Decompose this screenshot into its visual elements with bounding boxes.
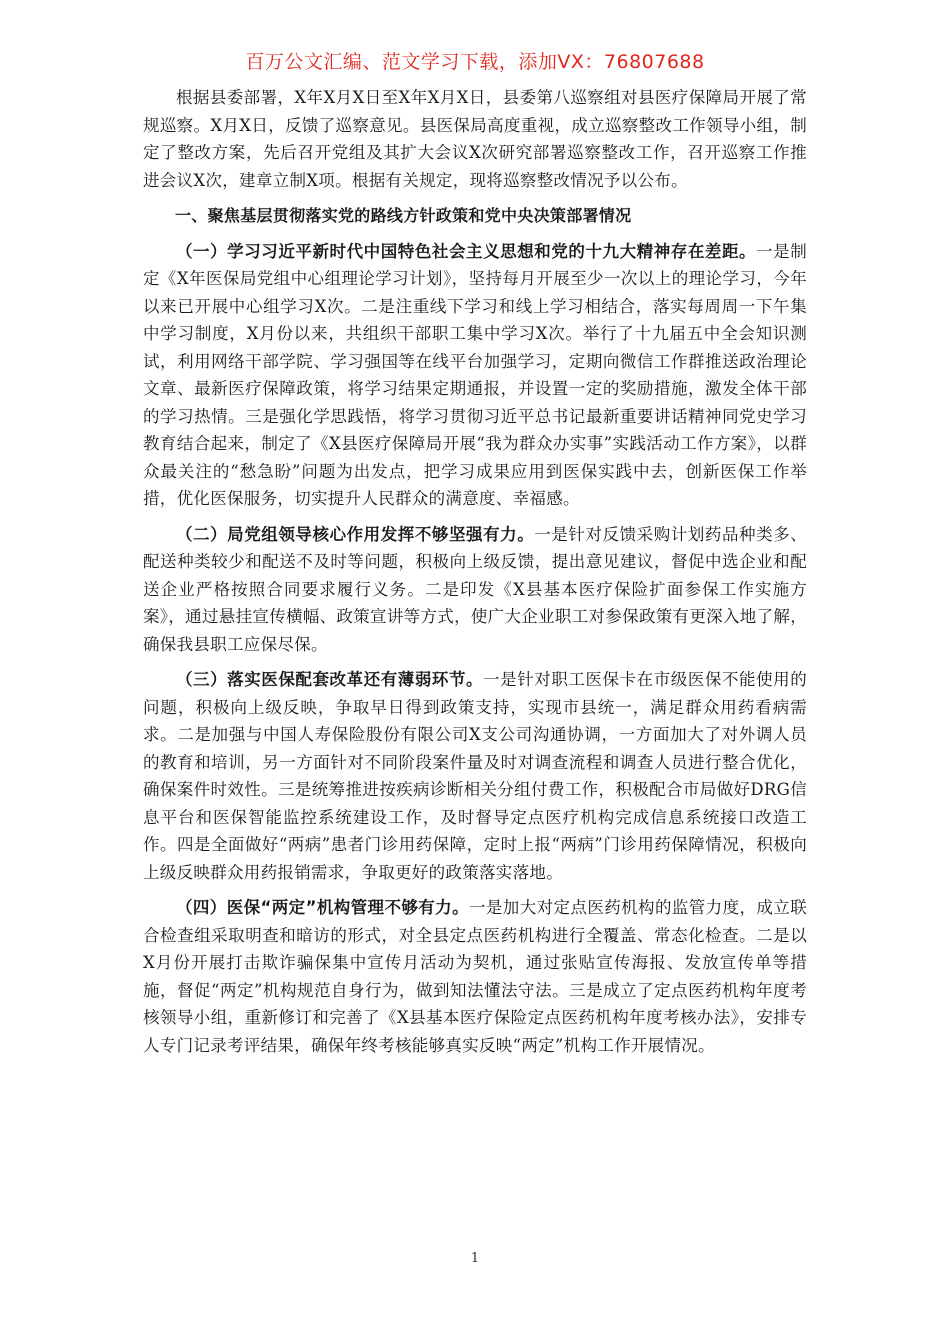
item-body: 一是加大对定点医药机构的监管力度，成立联合检查组采取明查和暗访的形式，对全县定点医药机构进行全覆盖、常态化检查。二是以X月份开展打击欺诈骗保集中宣传月活动为契机，通过张贴宣传海报、发放宣传单等措施，督促“两定”机构规范自身行为，做到知法懂法守法。三是成立了定点医药机构年度考核领导小组，重新修订和完善了《X县基本医疗保险定点医药机构年度考核办法》，安排专人专门记录考评结果，确保年终考核能够真实反映“两定”机构工作开展情况。: [143, 898, 808, 1055]
paragraph-item-4: [143, 894, 807, 1059]
paragraph-item-2: [143, 521, 807, 659]
paragraph-item-3: [143, 666, 807, 886]
item-title: （三）落实医保配套改革还有薄弱环节。: [176, 670, 484, 689]
item-body: 一是针对反馈采购计划药品种类多、配送种类较少和配送不及时等问题，积极向上级反馈，提出意见建议，督促中选企业和配送企业严格按照合同要求履行义务。二是印发《X县基本医疗保险扩面参保工作实施方案》，通过悬挂宣传横幅、政策宣讲等方式，使广大企业职工对参保政策有更深入地了解，确保我县职工应保尽保。: [143, 524, 807, 654]
document-body: [143, 84, 807, 1067]
page-number: 1: [470, 1251, 480, 1266]
section-heading: 一、聚焦基层贯彻落实党的路线方针政策和党中央决策部署情况: [175, 206, 632, 225]
item-title: （二）局党组领导核心作用发挥不够坚强有力。: [176, 524, 535, 544]
item-body: 一是针对职工医保卡在市级医保不能使用的问题，积极向上级反映，争取早日得到政策支持，实现市县统一，满足群众用药看病需求。二是加强与中国人寿保险股份有限公司X支公司沟通协调，一方面加大了对外调人员的教育和培训，另一方面针对不同阶段案件量及时对调查流程和调查人员进行整合优化，确保案件时效性。三是统筹推进按疾病诊断相关分组付费工作，积极配合市局做好DRG信息平台和医保智能监控系统建设工作，及时督导定点医疗机构完成信息系统接口改造工作。四是全面做好“两病”患者门诊用药保障，定时上报“两病”门诊用药保障情况，积极向上级反映群众用药报销需求，争取更好的政策落实落地。: [143, 670, 808, 882]
item-body: 一是制定《X年医保局党组中心组理论学习计划》，坚持每月开展至少一次以上的理论学习，今年以来已开展中心组学习X次。二是注重线下学习和线上学习相结合，落实每周周一下午集中学习制度，X月份以来，共组织干部职工集中学习X次。举行了十九届五中全会知识测试，利用网络干部学院、学习强国等在线平台加强学习，定期向微信工作群推送政治理论文章、最新医疗保障政策，将学习结果定期通报，并设置一定的奖励措施，激发全体干部的学习热情。三是强化学思践悟，将学习贯彻习近平总书记最新重要讲话精神同党史学习教育结合起来，制定了《X县医疗保障局开展“我为群众办实事”实践活动工作方案》，以群众最关注的“愁急盼”问题为出发点，把学习成果应用到医保实践中去，创新医保工作举措，优化医保服务，切实提升人民群众的满意度、幸福感。: [143, 241, 807, 508]
item-title: （一）学习习近平新时代中国特色社会主义思想和党的十九大精神存在差距。: [176, 241, 757, 261]
header-banner: 百万公文汇编、范文学习下载，添加VX：76807688: [245, 51, 705, 73]
intro-paragraph: 根据县委部署，X年X月X日至X年X月X日，县委第八巡察组对县医疗保障局开展了常规巡察。X月X日，反馈了巡察意见。县医保局高度重视，成立巡察整改工作领导小组，制定了整改方案，先后召开党组及其扩大会议X次研究部署巡察整改工作，召开巡察工作推进会议X次，建章立制X项。根据有关规定，现将巡察整改情况予以公布。: [143, 88, 807, 190]
item-title: （四）医保“两定”机构管理不够有力。: [176, 898, 469, 917]
paragraph-item-1: [143, 238, 807, 513]
